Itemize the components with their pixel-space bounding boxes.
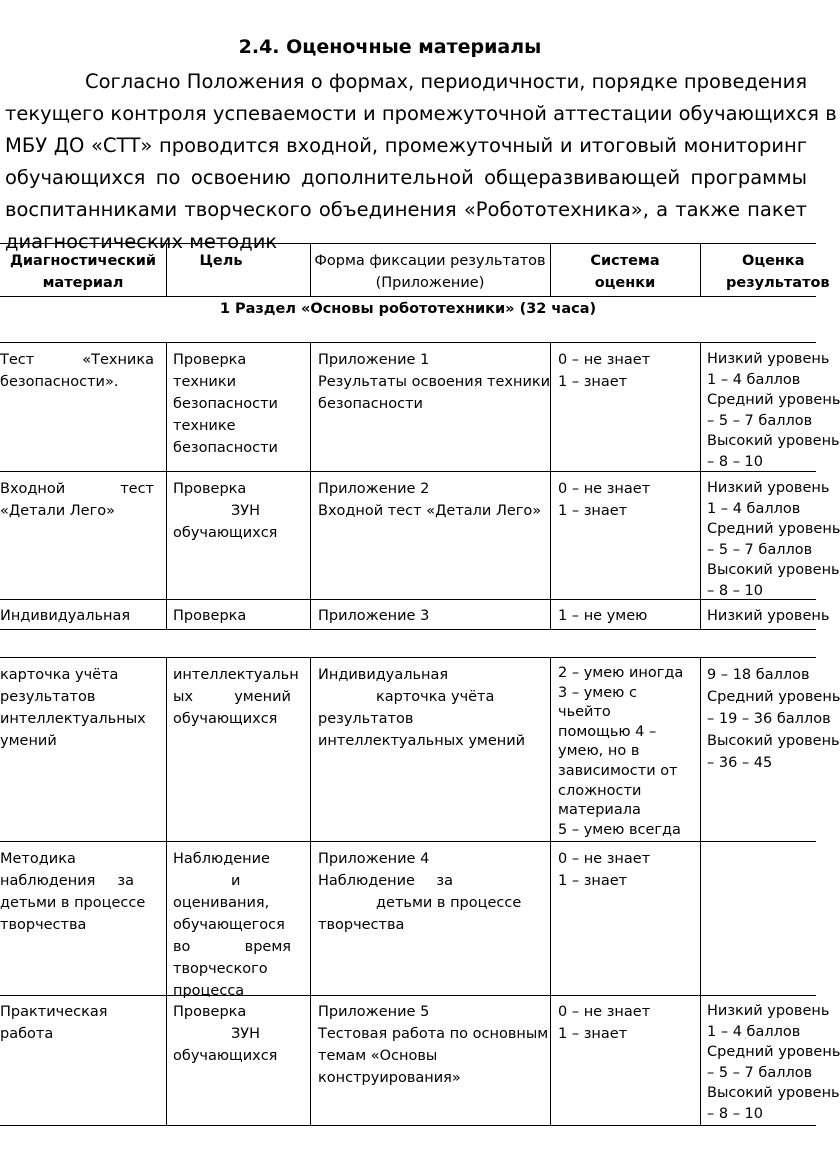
intro-paragraph bbox=[5, 66, 837, 258]
table-cell-evaluation: Низкий уровень bbox=[707, 608, 830, 624]
table-border bbox=[550, 657, 551, 1125]
table-cell-evaluation: 9 – 18 баллов Средний уровень – 19 – 36 баллов Высокий уровень – 36 – 45 bbox=[707, 667, 840, 771]
table-cell-system: 0 – не знает 1 – знает bbox=[558, 851, 651, 889]
table-cell-form: Приложение 5 Тестовая работа по основным темам «Основы конструирования» bbox=[318, 1004, 549, 1086]
table-border bbox=[700, 657, 701, 1125]
section-title: 2.4. Оценочные материалы bbox=[238, 36, 542, 58]
table-border bbox=[0, 296, 816, 297]
header-material: Диагностический материал bbox=[9, 253, 157, 291]
table-border bbox=[700, 342, 701, 629]
table-cell-evaluation: Низкий уровень 1 – 4 баллов Средний уровень – 5 – 7 баллов Высокий уровень – 8 – 10 bbox=[707, 480, 840, 599]
header-system: Система оценки bbox=[590, 253, 660, 291]
table-cell-evaluation: Низкий уровень 1 – 4 баллов Средний уровень – 5 – 7 баллов Высокий уровень – 8 – 10 bbox=[707, 351, 840, 470]
table-border bbox=[0, 471, 816, 472]
table-cell-form: Приложение 3 bbox=[318, 608, 430, 624]
table-cell-goal: Проверка ЗУН обучающихся bbox=[173, 481, 278, 541]
table-border bbox=[0, 243, 816, 244]
table-cell-system: 0 – не знает 1 – знает bbox=[558, 481, 651, 519]
table-border bbox=[0, 1125, 816, 1126]
table-cell-form: Приложение 1 Результаты освоения техники безопасности bbox=[318, 352, 551, 412]
table-cell-material: Тест «Техника безопасности». bbox=[0, 352, 154, 390]
table-cell-form: Приложение 4 Наблюдение за детьми в процессе творчества bbox=[318, 851, 522, 933]
table-cell-system: 2 – умею иногда 3 – умею с чьейто помощью 4 – умею, но в зависимости от сложности материала 5 – умею всегда bbox=[558, 665, 684, 838]
table-border bbox=[310, 657, 311, 1125]
table-cell-form: Приложение 2 Входной тест «Детали Лего» bbox=[318, 481, 542, 519]
table-border bbox=[0, 841, 816, 842]
table-cell-material: Практическая работа bbox=[0, 1004, 108, 1042]
table-cell-system: 1 – не умею bbox=[558, 608, 648, 624]
table-cell-goal: Наблюдение и оценивания, обучающегося во время творческого процесса bbox=[173, 851, 291, 999]
header-evaluation: Оценка результатов bbox=[726, 253, 830, 291]
table-border bbox=[0, 342, 816, 343]
table-border bbox=[0, 599, 816, 600]
table-border bbox=[0, 995, 816, 996]
header-form: Форма фиксации результатов (Приложение) bbox=[314, 253, 546, 291]
table-cell-system: 0 – не знает 1 – знает bbox=[558, 1004, 651, 1042]
intro-line: МБУ ДО «СТТ» проводится входной, промежуточный и итоговый мониторинг bbox=[5, 134, 807, 157]
table-border bbox=[166, 657, 167, 1125]
intro-line: обучающихся по освоению дополнительной общеразвивающей программы bbox=[5, 166, 807, 189]
table-cell-goal: Проверка ЗУН обучающихся bbox=[173, 1004, 278, 1064]
table-border bbox=[166, 342, 167, 629]
table-cell-evaluation: Низкий уровень 1 – 4 баллов Средний уровень – 5 – 7 баллов Высокий уровень – 8 – 10 bbox=[707, 1003, 840, 1122]
table-cell-material: Индивидуальная bbox=[0, 608, 131, 624]
header-goal: Цель bbox=[199, 253, 243, 269]
intro-line: диагностических методик bbox=[5, 230, 278, 253]
table-cell-goal: Проверка bbox=[173, 608, 247, 624]
table-cell-form: Индивидуальная карточка учёта результатов интеллектуальных умений bbox=[318, 667, 526, 749]
table-cell-material: Входной тест «Детали Лего» bbox=[0, 481, 154, 519]
table-cell-material: Методика наблюдения за детьми в процессе творчества bbox=[0, 851, 146, 933]
table-border bbox=[310, 342, 311, 629]
table-border bbox=[0, 657, 816, 658]
intro-line: воспитанниками творческого объединения «Робототехника», а также пакет bbox=[5, 198, 807, 221]
table-cell-goal: Проверка техники безопасности технике безопасности bbox=[173, 352, 278, 456]
intro-line: Согласно Положения о формах, периодичности, порядке проведения bbox=[85, 70, 808, 93]
table-cell-material: карточка учёта результатов интеллектуальных умений bbox=[0, 667, 146, 749]
table-cell-system: 0 – не знает 1 – знает bbox=[558, 352, 651, 390]
table-cell-goal: интеллектуальн ых умений обучающихся bbox=[173, 667, 299, 727]
table-border bbox=[0, 629, 816, 630]
table-border bbox=[550, 342, 551, 629]
intro-line: текущего контроля успеваемости и промежуточной аттестации обучающихся в bbox=[5, 102, 837, 125]
section-heading: 1 Раздел «Основы робототехники» (32 часа) bbox=[219, 301, 597, 317]
